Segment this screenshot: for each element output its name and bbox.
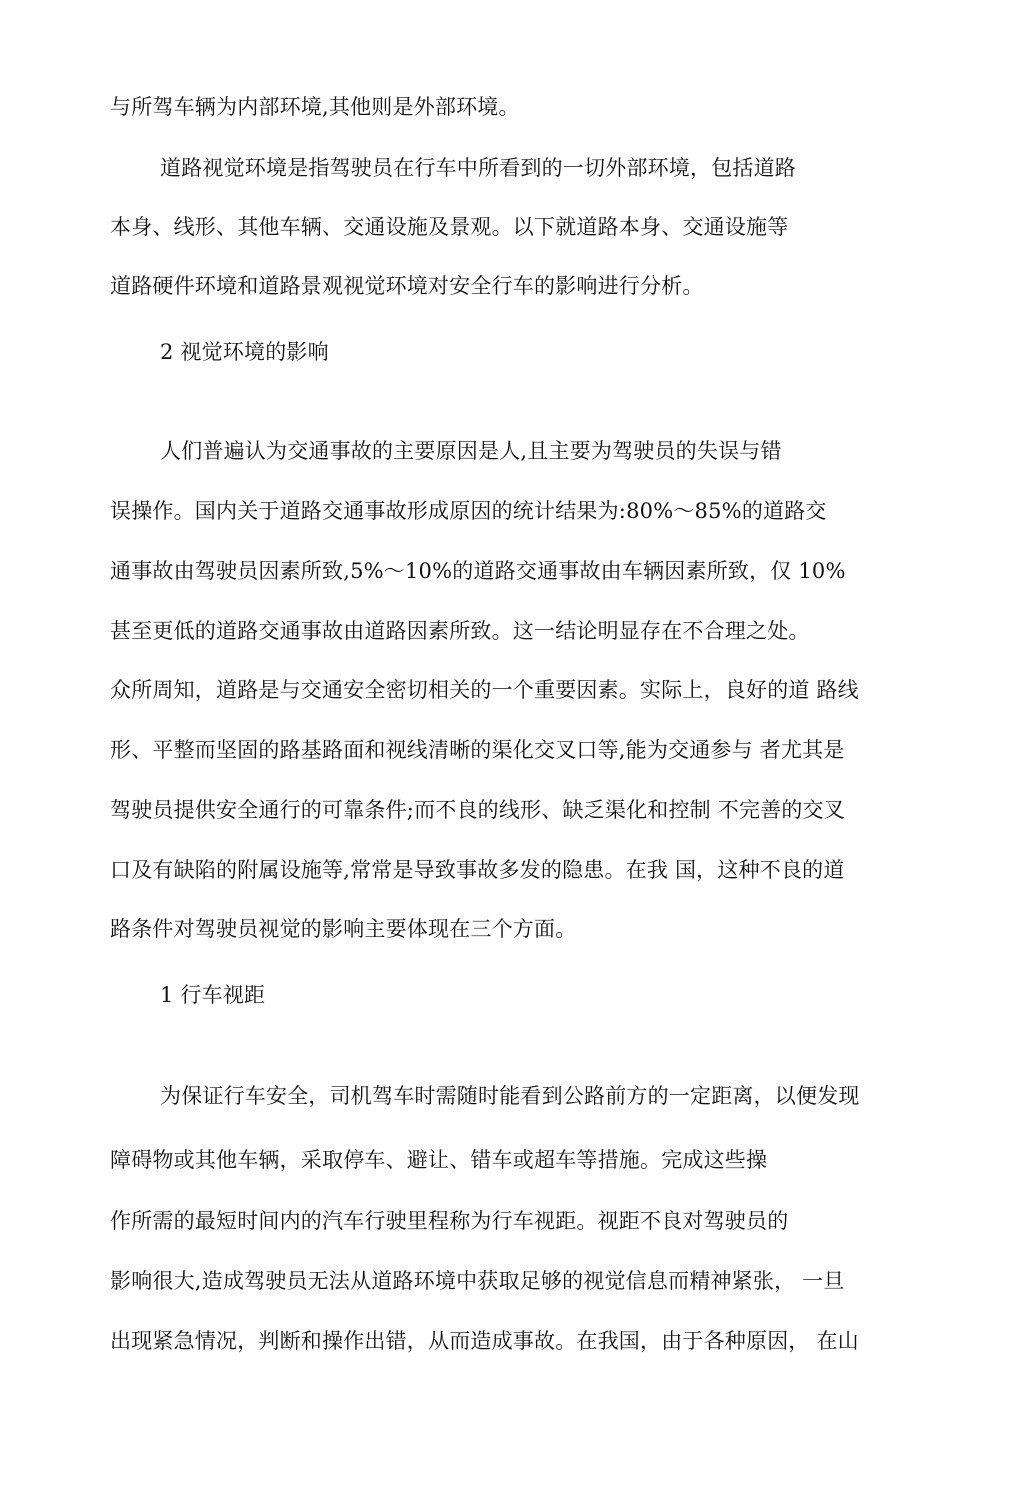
text-line: 本身、线形、其他车辆、交通设施及景观。以下就道路本身、交通设施等 xyxy=(110,215,789,239)
text-line: 路条件对驾驶员视觉的影响主要体现在三个方面。 xyxy=(110,917,577,941)
text-line: 影响很大,造成驾驶员无法从道路环境中获取足够的视觉信息而精神紧张， 一旦 xyxy=(110,1269,845,1293)
section-heading: 2 视觉环境的影响 xyxy=(160,340,329,364)
text-line: 作所需的最短时间内的汽车行驶里程称为行车视距。视距不良对驾驶员的 xyxy=(110,1209,789,1233)
text-line: 口及有缺陷的附属设施等,常常是导致事故多发的隐患。在我 国，这种不良的道 xyxy=(110,858,845,882)
text-line: 出现紧急情况，判断和操作出错，从而造成事故。在我国，由于各种原因， 在山 xyxy=(110,1329,859,1353)
text-line: 与所驾车辆为内部环境,其他则是外部环境。 xyxy=(110,95,520,119)
text-line: 形、平整而坚固的路基路面和视线清晰的渠化交叉口等,能为交通参与 者尤其是 xyxy=(110,738,845,762)
text-line: 甚至更低的道路交通事故由道路因素所致。这一结论明显存在不合理之处。 xyxy=(110,619,810,643)
text-line: 道路视觉环境是指驾驶员在行车中所看到的一切外部环境，包括道路 xyxy=(160,156,796,180)
text-line: 道路硬件环境和道路景观视觉环境对安全行车的影响进行分析。 xyxy=(110,274,704,298)
section-heading: 1 行车视距 xyxy=(160,983,266,1007)
text-line: 通事故由驾驶员因素所致,5%～10%的道路交通事故由车辆因素所致，仅 10% xyxy=(110,559,846,583)
text-line: 障碍物或其他车辆，采取停车、避让、错车或超车等措施。完成这些操 xyxy=(110,1148,768,1172)
text-line: 众所周知，道路是与交通安全密切相关的一个重要因素。实际上，良好的道 路线 xyxy=(110,678,859,702)
text-line: 人们普遍认为交通事故的主要原因是人,且主要为驾驶员的失误与错 xyxy=(160,439,782,463)
text-line: 为保证行车安全，司机驾车时需随时能看到公路前方的一定距离，以便发现 xyxy=(160,1084,860,1108)
text-line: 误操作。国内关于道路交通事故形成原因的统计结果为:80%～85%的道路交 xyxy=(110,499,827,523)
text-line: 驾驶员提供安全通行的可靠条件;而不良的线形、缺乏渠化和控制 不完善的交叉 xyxy=(110,798,845,822)
